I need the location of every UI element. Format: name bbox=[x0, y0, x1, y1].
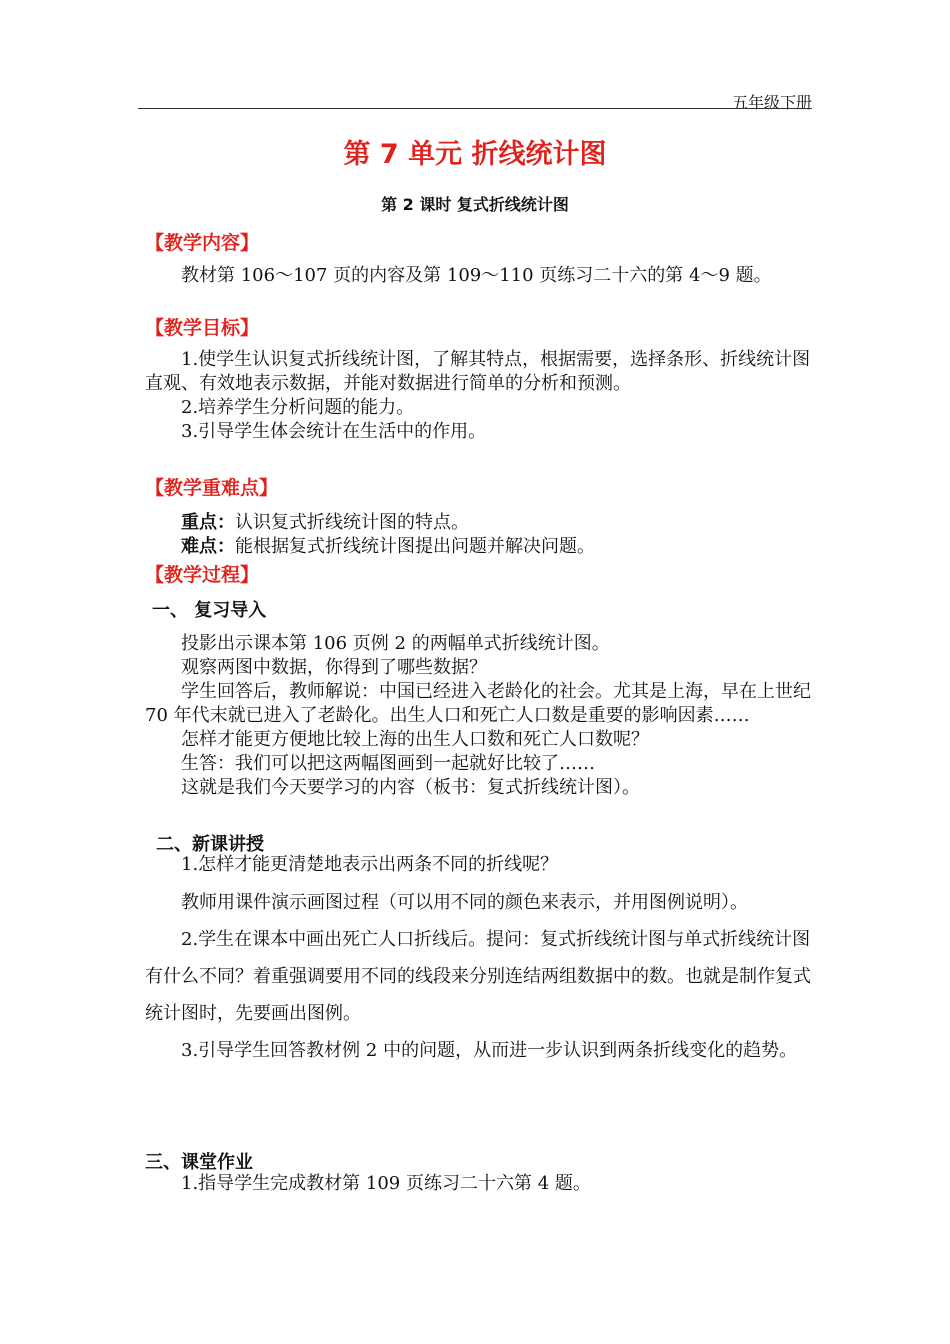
section2-title: 二、新课讲授 bbox=[156, 834, 264, 855]
key-points-heading: 【教学重难点】 bbox=[145, 477, 279, 499]
section3-paragraph: 1.指导学生完成教材第 109 页练习二十六第 4 题。 bbox=[181, 1173, 591, 1194]
goals-heading: 【教学目标】 bbox=[145, 317, 260, 339]
focus-text: 认识复式折线统计图的特点。 bbox=[235, 512, 469, 533]
section2-intro-block bbox=[145, 853, 813, 877]
section1-paragraph: 怎样才能更方便地比较上海的出生人口数和死亡人口数呢？ bbox=[181, 729, 649, 750]
goals-list bbox=[145, 348, 813, 444]
goal-item: 1.使学生认识复式折线统计图，了解其特点，根据需要，选择条形、折线统计图直观、有效地表示数据，并能对数据进行简单的分析和预测。 bbox=[145, 349, 811, 394]
section1-title: 一、 复习导入 bbox=[152, 600, 267, 621]
section2-paragraph: 2.学生在课本中画出死亡人口折线后。提问：复式折线统计图与单式折线统计图有什么不同？着重强调要用不同的线段来分别连结两组数据中的数。也就是制作复式统计图时，先要画出图例。 bbox=[145, 929, 811, 1024]
goal-item: 3.引导学生体会统计在生活中的作用。 bbox=[181, 421, 487, 442]
focus-label: 重点： bbox=[181, 512, 235, 533]
difficulty-label: 难点： bbox=[181, 536, 235, 557]
section1-body bbox=[145, 632, 813, 800]
focus-line bbox=[145, 511, 813, 535]
section1-paragraph: 这就是我们今天要学习的内容（板书：复式折线统计图）。 bbox=[181, 777, 640, 798]
content-text-block bbox=[145, 264, 813, 288]
process-heading: 【教学过程】 bbox=[145, 564, 260, 586]
section1-paragraph: 生答：我们可以把这两幅图画到一起就好比较了…… bbox=[181, 753, 595, 774]
section1-paragraph: 投影出示课本第 106 页例 2 的两幅单式折线统计图。 bbox=[181, 633, 610, 654]
header-grade: 五年级下册 bbox=[731, 93, 812, 112]
goal-item: 2.培养学生分析问题的能力。 bbox=[181, 397, 415, 418]
difficulty-line bbox=[145, 535, 813, 559]
header-rule bbox=[138, 108, 812, 109]
content-text: 教材第 106～107 页的内容及第 109～110 页练习二十六的第 4～9 题。 bbox=[181, 265, 772, 286]
content-heading: 【教学内容】 bbox=[145, 232, 260, 254]
section2-intro: 1.怎样才能更清楚地表示出两条不同的折线呢？ bbox=[181, 854, 559, 875]
section3-body bbox=[145, 1172, 813, 1196]
section3-title: 三、课堂作业 bbox=[145, 1152, 253, 1173]
section1-paragraph: 观察两图中数据，你得到了哪些数据？ bbox=[181, 657, 487, 678]
difficulty-text: 能根据复式折线统计图提出问题并解决问题。 bbox=[235, 536, 595, 557]
section2-body bbox=[145, 884, 813, 1069]
lesson-title: 第 2 课时 复式折线统计图 bbox=[381, 195, 569, 214]
key-points-block bbox=[145, 511, 813, 559]
unit-title: 第 7 单元 折线统计图 bbox=[343, 139, 607, 170]
section2-paragraph: 3.引导学生回答教材例 2 中的问题，从而进一步认识到两条折线变化的趋势。 bbox=[181, 1040, 798, 1061]
section1-paragraph: 学生回答后，教师解说：中国已经进入老龄化的社会。尤其是上海，早在上世纪 70 年代末就已进入了老龄化。出生人口和死亡人口数是重要的影响因素…… bbox=[145, 681, 811, 726]
section2-paragraph: 教师用课件演示画图过程（可以用不同的颜色来表示，并用图例说明）。 bbox=[181, 892, 748, 913]
